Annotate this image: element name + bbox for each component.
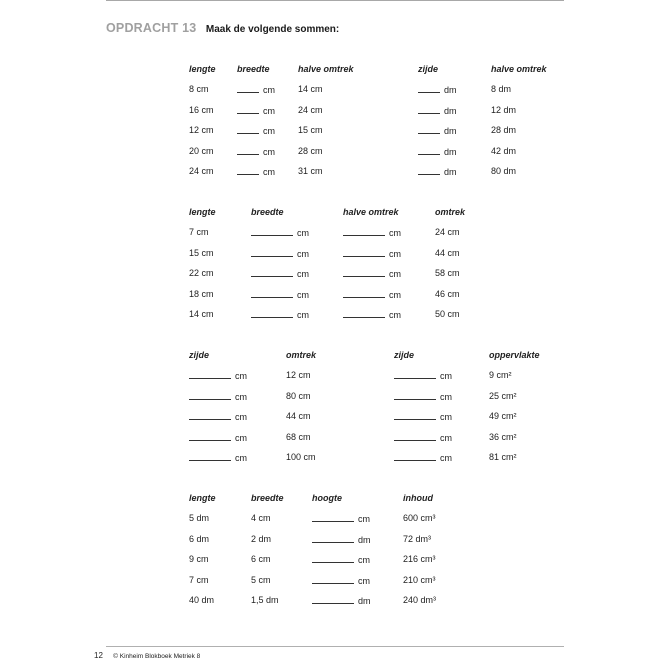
page-number: 12 [94,651,103,660]
unit-label: cm [263,146,275,157]
table-cell: 9 cm² [489,370,512,380]
table-cell: 7 cm [189,227,209,237]
answer-blank[interactable] [237,146,275,158]
answer-blank[interactable] [418,105,457,117]
table-cell: 28 cm [298,145,323,156]
table-cell: 216 cm³ [403,554,436,564]
table-cell: 15 cm [189,247,214,258]
answer-blank[interactable] [251,227,309,239]
table-cell: 1,5 dm [251,595,279,605]
answer-blank[interactable] [343,289,401,301]
answer-blank[interactable] [237,105,275,117]
fill-in-line[interactable] [343,268,385,277]
unit-label: cm [263,167,275,177]
fill-in-line[interactable] [312,575,354,584]
table-cell: 22 cm [189,268,214,278]
table-cell: 16 cm [189,104,214,115]
unit-label: cm [440,453,452,463]
table-cell: 5 cm [251,574,271,585]
answer-blank[interactable] [189,432,247,444]
fill-in-line[interactable] [394,370,436,379]
unit-label: cm [235,371,247,381]
table-cell: 4 cm [251,513,271,523]
table-cell: 72 dm³ [403,533,432,544]
top-rule [106,0,564,1]
column-header: hoogte [312,493,342,503]
answer-blank[interactable] [189,370,247,382]
unit-label: cm [263,85,275,95]
column-header: breedte [251,493,284,503]
table-cell: 14 cm [298,84,323,94]
table-cell: 24 cm [189,166,214,176]
answer-blank[interactable] [189,411,247,423]
table-cell: 50 cm [435,309,460,319]
answer-blank[interactable] [312,513,370,525]
table-cell: 5 dm [189,513,210,523]
unit-label: cm [389,289,401,300]
answer-blank[interactable] [418,166,457,178]
table-cell: 12 cm [189,125,214,135]
table-cell: 36 cm² [489,431,517,442]
answer-blank[interactable] [394,391,452,403]
column-header: omtrek [435,207,466,217]
unit-label: cm [263,105,275,116]
fill-in-line[interactable] [189,370,231,379]
answer-blank[interactable] [189,391,247,403]
table-cell: 81 cm² [489,452,517,462]
unit-label: cm [389,228,401,238]
table-cell: 31 cm [298,166,323,176]
table-cell: 240 dm³ [403,595,437,605]
unit-label: cm [358,555,370,565]
table-cell: 42 dm [491,145,517,156]
column-header: zijde [418,64,439,74]
answer-blank[interactable] [394,370,452,382]
unit-label: cm [440,391,452,402]
table-cell: 12 cm [286,370,311,380]
fill-in-line[interactable] [237,146,259,155]
fill-in-line[interactable] [237,105,259,114]
answer-blank[interactable] [312,554,370,566]
column-header: halve omtrek [491,64,547,74]
table-cell: 44 cm [286,411,311,421]
column-header: inhoud [403,493,433,503]
fill-in-line[interactable] [343,309,385,318]
column-header: lengte [189,207,216,217]
answer-blank[interactable] [312,534,371,546]
page-footer [94,651,200,660]
table-cell: 25 cm² [489,390,517,401]
fill-in-line[interactable] [394,452,436,461]
table-cell: 600 cm³ [403,513,436,523]
answer-blank[interactable] [343,309,401,321]
fill-in-line[interactable] [418,84,440,93]
column-header: oppervlakte [489,350,540,360]
answer-blank[interactable] [312,575,370,587]
unit-label: cm [297,228,309,238]
unit-label: cm [297,248,309,259]
fill-in-line[interactable] [312,513,354,522]
table-cell: 14 cm [189,309,214,319]
table-cell: 46 cm [435,288,460,299]
unit-label: cm [358,575,370,586]
column-header: lengte [189,493,216,503]
answer-blank[interactable] [343,268,401,280]
unit-label: dm [358,534,371,545]
fill-in-line[interactable] [418,125,440,134]
table-cell: 100 cm [286,452,316,462]
unit-label: cm [389,310,401,320]
fill-in-line[interactable] [343,227,385,236]
answer-blank[interactable] [237,84,275,96]
fill-in-line[interactable] [418,146,440,155]
fill-in-line[interactable] [312,554,354,563]
table-cell: 28 dm [491,125,517,135]
answer-blank[interactable] [237,166,275,178]
fill-in-line[interactable] [189,452,231,461]
table-cell: 40 dm [189,595,215,605]
table-cell: 210 cm³ [403,574,436,585]
exercise-instruction: Maak de volgende sommen: [205,24,340,35]
unit-label: cm [440,432,452,443]
table-cell: 6 cm [251,554,271,564]
fill-in-line[interactable] [418,105,440,114]
unit-label: dm [444,85,457,95]
table-cell: 15 cm [298,125,323,135]
unit-label: cm [389,248,401,259]
fill-in-line[interactable] [418,166,440,175]
fill-in-line[interactable] [343,248,385,257]
column-header: breedte [237,64,270,74]
answer-blank[interactable] [394,432,452,444]
column-header: halve omtrek [343,207,399,217]
answer-blank[interactable] [251,289,309,301]
table-cell: 20 cm [189,145,214,156]
answer-blank[interactable] [312,595,371,607]
fill-in-line[interactable] [237,125,259,134]
table-cell: 44 cm [435,247,460,258]
unit-label: dm [444,105,457,116]
unit-label: cm [297,289,309,300]
fill-in-line[interactable] [251,309,293,318]
fill-in-line[interactable] [251,268,293,277]
answer-blank[interactable] [418,125,457,137]
table-cell: 6 dm [189,533,210,544]
table-cell: 8 dm [491,84,512,94]
table-cell: 68 cm [286,431,311,442]
fill-in-line[interactable] [237,84,259,93]
table-cell: 9 cm [189,554,209,564]
copyright-note: © Kinheim Blokboek Metriek 8 [113,653,201,660]
answer-blank[interactable] [237,125,275,137]
table-cell: 80 cm [286,390,311,401]
unit-label: cm [440,371,452,381]
unit-label: cm [235,412,247,422]
column-header: halve omtrek [298,64,354,74]
fill-in-line[interactable] [189,411,231,420]
answer-blank[interactable] [418,84,457,96]
table-cell: 49 cm² [489,411,517,421]
unit-label: cm [358,514,370,524]
fill-in-line[interactable] [251,227,293,236]
fill-in-line[interactable] [394,391,436,400]
table-cell: 58 cm [435,268,460,278]
column-header: omtrek [286,350,317,360]
unit-label: cm [297,269,309,279]
answer-blank[interactable] [343,248,401,260]
unit-label: cm [297,310,309,320]
answer-blank[interactable] [394,411,452,423]
column-header: breedte [251,207,284,217]
fill-in-line[interactable] [251,248,293,257]
answer-blank[interactable] [189,452,247,464]
answer-blank[interactable] [251,268,309,280]
fill-in-line[interactable] [312,534,354,543]
unit-label: cm [235,391,247,402]
answer-blank[interactable] [394,452,452,464]
fill-in-line[interactable] [394,432,436,441]
fill-in-line[interactable] [312,595,354,604]
answer-blank[interactable] [251,248,309,260]
unit-label: dm [358,596,371,606]
fill-in-line[interactable] [251,289,293,298]
answer-blank[interactable] [251,309,309,321]
table-cell: 24 cm [298,104,323,115]
table-cell: 2 dm [251,533,272,544]
exercise-heading [106,19,339,37]
unit-label: dm [444,146,457,157]
bottom-rule [106,646,564,647]
unit-label: dm [444,126,457,136]
table-cell: 24 cm [435,227,460,237]
column-header: lengte [189,64,216,74]
fill-in-line[interactable] [343,289,385,298]
unit-label: dm [444,167,457,177]
answer-blank[interactable] [343,227,401,239]
fill-in-line[interactable] [394,411,436,420]
unit-label: cm [235,453,247,463]
table-cell: 8 cm [189,84,209,94]
fill-in-line[interactable] [237,166,259,175]
table-cell: 7 cm [189,574,209,585]
unit-label: cm [263,126,275,136]
fill-in-line[interactable] [189,432,231,441]
column-header: zijde [189,350,210,360]
fill-in-line[interactable] [189,391,231,400]
table-cell: 18 cm [189,288,214,299]
unit-label: cm [440,412,452,422]
unit-label: cm [235,432,247,443]
unit-label: cm [389,269,401,279]
table-cell: 80 dm [491,166,517,176]
table-cell: 12 dm [491,104,517,115]
exercise-label: OPDRACHT 13 [106,21,197,35]
answer-blank[interactable] [418,146,457,158]
column-header: zijde [394,350,415,360]
